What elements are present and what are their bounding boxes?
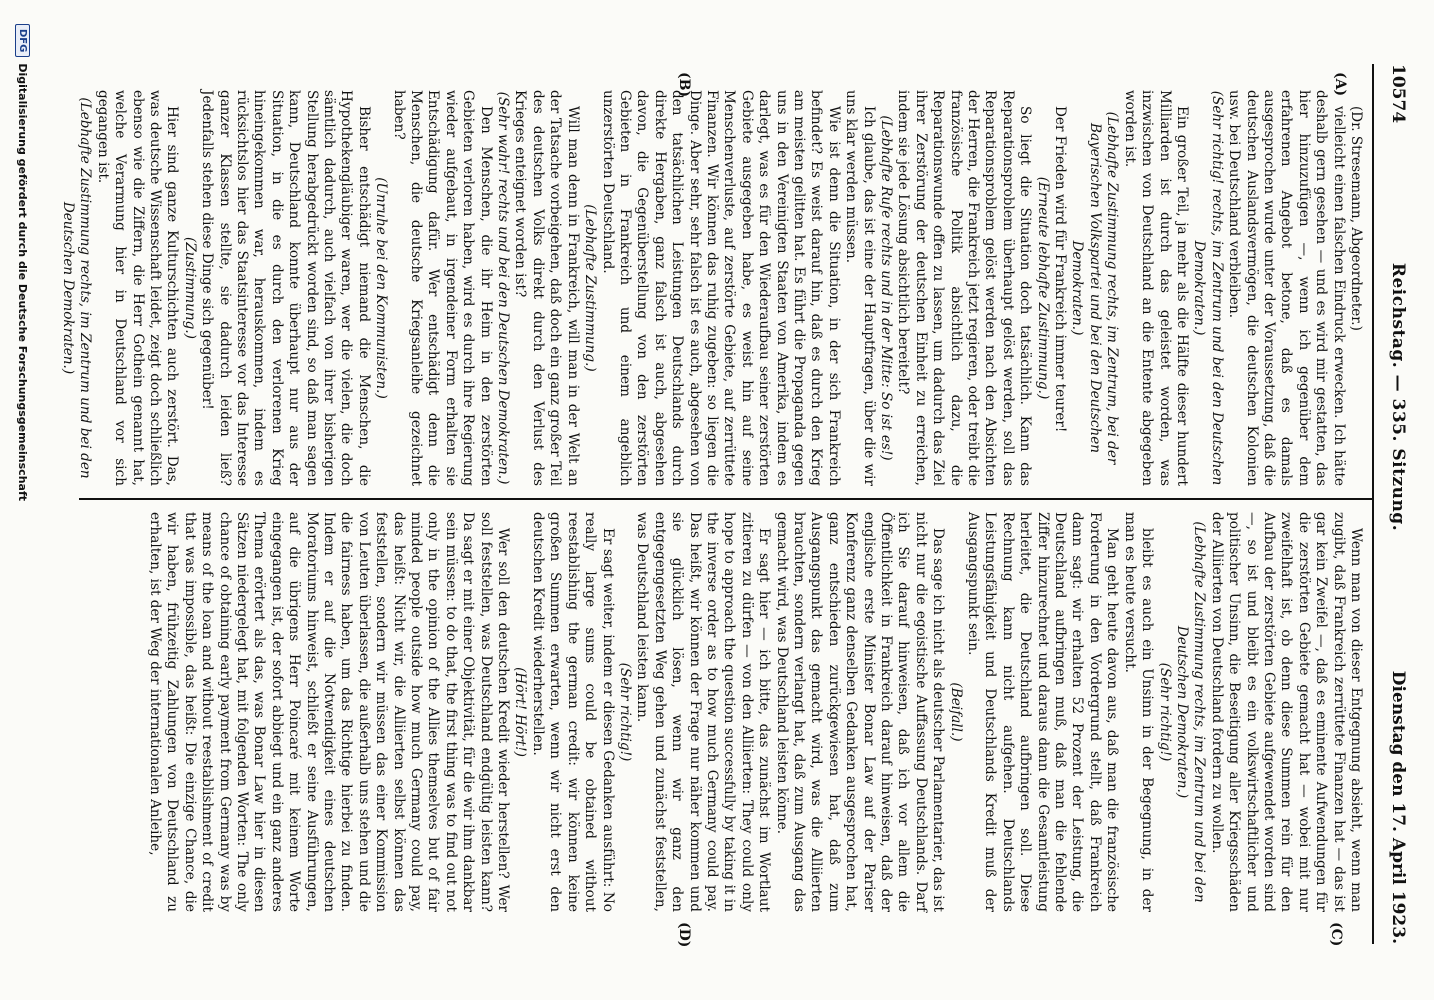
stage-direction: (Sehr wahr! rechts und bei den Deutschen Demokraten.) [495, 91, 512, 485]
margin-marker-c: (C) [1328, 922, 1344, 947]
paragraph: Hier sind ganze Kulturschichten auch zerstört. Das, was deutsche Wissenschaft leidet, zeigt doch schließlich ebenso wie die Ziffern, die Herr Gothein genannt hat, welche Verarmung hier in Deutschland vor sich gegangen ist. [94, 90, 181, 486]
header-title: Reichstag. — 335. Sitzung. [1388, 262, 1408, 532]
paragraph: Er sagt hier — ich bitte, das zunächst im Wortlaut zitieren zu dürfen — von den Alliierten: They could only hope to approach the question successfully by taking it in the inverse order as to how much Germany could pay. Das heißt, wir können der Frage nur näher kommen und sie glücklich lösen, wenn wir ganz den entgegengesetzten Weg gehen und zunächst feststellen, was Deutschland leisten kann. [634, 512, 773, 912]
page-number: 10574 [1388, 64, 1408, 124]
paragraph: So liegt die Situation doch tatsächlich. Kann das Reparationsproblem überhaupt gelöst werden, soll das Reparationsproblem gelöst werden nach den Absichten der Herren, die Frankreich jetzt regieren, oder treibt die französische Politik absichtlich dazu, die Reparationswunde offen zu lassen, um dadurch das Ziel ihrer Zerstörung der deutschen Einheit zu erreichen, indem sie jede Lösung absichtlich bereitelt? [895, 90, 1034, 486]
paragraph: Ich glaube, das ist eine der Hauptfragen, über die wir uns klar werden müssen. [843, 90, 877, 486]
stage-direction: (Sehr richtig! rechts, im Zentrum und bei den Deutschen Demokraten.) [1191, 90, 1225, 486]
stage-direction: (Lebhafte Zustimmung rechts, im Zentrum, bei der Bayerischen Volkspartei und bei den Deutschen Demokraten.) [1069, 111, 1121, 465]
paragraph: Den Menschen, die ihr Heim in den zerstörten Gebieten verloren haben, wird es durch ihre Regierung wieder aufgebaut, in irgendeiner Form erhalten sie Entschädigung dafür. Wer entschädigt denn die Menschen, die deutsche Kriegsanleihe gezeichnet haben? [390, 90, 494, 486]
stage-direction: (Erneute lebhafte Zustimmung.) [1034, 176, 1051, 400]
paragraph: bleibt es auch ein Unsinn in der Begegnung, in der man es heute versucht. [1121, 512, 1156, 912]
paragraph: Er sagt weiter, indem er diesen Gedanken ausführt: No really large sums could be obtained without reestablishing the german credit: wir können keine großen Summen erwarten, wenn wir nicht erst den deutschen Kredit wiederherstellen. [529, 512, 616, 912]
stage-direction: (Lebhafte Zustimmung rechts, im Zentrum und bei den Deutschen Demokraten.) [1173, 521, 1208, 903]
paragraph: (Dr. Stresemann, Abgeordneter.) [1348, 106, 1364, 331]
digitization-credit [12, 24, 34, 984]
paragraph: Wer soll den deutschen Kredit wieder herstellen? Wer soll feststellen, was Deutschland endgültig leisten kann? Da sagt er mit einer Objektivität, für die wir ihm dankbar sein müssen: to do that, the first thing was to find out not only in the opinion of the Allies themselves but of fair minded people outside how much Germany could pay, das heißt: Nicht wir, die Alliierten selbst können das feststellen, sondern wir müssen das einer Kommission von Leuten überlassen, die außerhalb uns stehen und die die fairness haben, um das Richtige hierbei zu finden. Indem er auf die Notwendigkeit eines deutschen Moratoriums hinweist, schließt er seine Ausführungen, auf die übrigens Herr Poincaré mit keinem Worte eingegangen ist, der sofort abbiegt und ein ganz anderes Thema erörtert als das, was Bonar Law hier in diesen Sätzen niedergelegt hat, mit folgenden Worten: The only chance of obtaining early payment from Germany was by means of the loan and without reestablishment of credit that was impossible, das heißt: Die einzige Chance, die wir haben, frühzeitig Zahlungen von Deutschland zu erhalten, ist der Weg der internationalen Anleihe, [146, 512, 512, 912]
stage-direction: (Lebhafte Zustimmung.) [582, 204, 599, 372]
paragraph: Ein großer Teil, ja mehr als die Hälfte dieser hundert Milliarden ist durch das geleistet worden, was inzwischen von Deutschland an die Entente abgegeben worden ist. [1121, 90, 1190, 486]
dfg-logo: DFG [16, 24, 31, 57]
paragraph: Wie ist denn die Situation, in der sich Frankreich befindet? Es weist darauf hin, daß es durch den Krieg am meisten gelitten hat. Es führt die Propaganda gegen uns in den Vereinigten Staaten von Amerika, indem es darlegt, was es für den Wiederaufbau seiner zerstörten Gebiete ausgegeben habe, es weist hin auf seine Menschenverluste, auf zerstörte Gebiete, auf zerrüttete Finanzen. Wir können das ruhig zugeben: so liegen die Dinge. Aber sehr, sehr falsch ist es auch, abgesehen von den tatsächlichen Leistungen Deutschlands durch direkte Hergaben, ganz falsch ist auch, abgesehen davon, die Gegenüberstellung von den zerstörten Gebieten in Frankreich und einem angeblich unzerstörten Deutschland. [599, 90, 842, 486]
stage-direction: (Beifall.) [947, 682, 964, 742]
margin-marker-a: (A) [1332, 72, 1348, 97]
paragraph: vielleicht einen falschen Eindruck erwecken. Ich hätte deshalb gern gesehen — und es wird mir gestatten, das hier hinzuzufügen —, wenn ich gegenüber dem erfahrenen Angebot betone, daß es damals ausgesprochen wurde unter der Voraussetzung, daß die deutschen Auslandsvermögen, die deutschen Kolonien usw. bei Deutschland verbleiben. [1226, 90, 1347, 486]
column-divider [79, 498, 1374, 500]
page-header [1380, 64, 1416, 944]
stage-direction: (Hört! Hört!) [512, 667, 529, 757]
paragraph: Bisher entschädigt niemand die Menschen, die Hypothekengläubiger waren, wer die vielen, die doch sämtlich dadurch, auch vielfach von ihrer bisherigen Stellung herabgedrückt worden sind, so daß man sagen kann, Deutschland konnte überhaupt nur aus der Situation, in die es durch den verlorenen Krieg hineingekommen war, herauskommen, indem es rücksichtslos hier das Staatsinteresse vor das Interesse ganzer Klassen stellte, sie dadurch leiden ließ? Jedenfalls stehen diese Dinge sich gegenüber! [199, 90, 372, 486]
header-rule [1372, 64, 1374, 944]
left-column [59, 90, 1364, 486]
stage-direction: (Unruhe bei den Kommunisten.) [373, 177, 390, 399]
stage-direction: (Lebhafte Rufe rechts und in der Mitte: So ist es!) [878, 115, 895, 461]
stage-direction: (Zustimmung.) [181, 237, 198, 339]
paragraph: Wenn man von dieser Entgegnung absieht, wenn man zugibt, daß Frankreich zerrüttete Finanzen hat — das ist gar kein Zweifel —, daß es eminente Aufwendungen für die zerstörten Gebiete gemacht hat — wobei mit nur zweifelhaft ist, ob denn diese Summen rein für den Aufbau der zerstörten Gebiete aufgewendet worden sind —, so ist und bleibt es ein volkswirtschaftlicher und politischer Unsinn, die Beseitigung aller Kriegsschäden der Alliierten von Deutschland fordern zu wollen. [1208, 512, 1364, 912]
margin-marker-d: (D) [676, 922, 692, 948]
paragraph: Will man denn in Frankreich, will man in der Welt an der Tatsache vorbeigehen, daß doch ein ganz großer Teil des deutschen Volks direkt durch den Verlust des Krieges enteignet worden ist? [512, 90, 581, 486]
stage-direction: (Sehr richtig!) [1156, 662, 1173, 762]
margin-marker-b: (B) [676, 72, 692, 98]
paragraph: Der Frieden wird für Frankreich immer teurer! [1052, 106, 1069, 433]
header-date: Dienstag den 17. April 1923. [1388, 670, 1408, 944]
paragraph: Man geht heute davon aus, daß man die französische Forderung in den Vordergrund stellt, daß Frankreich dann sagt: wir erhalten 52 Prozent der Leistung, die Deutschland aufbringen muß, daß man die fehlende Ziffer hinzurechnet und daraus dann die Gesamtleistung herleitet, die Deutschland aufbringen soll. Diese Rechnung kann nicht aufgehen. Deutschlands Leistungsfähigkeit und Deutschlands Kredit muß der Ausgangspunkt sein. [965, 512, 1121, 912]
right-column [84, 512, 1364, 912]
paragraph: Das sage ich nicht als deutscher Parlamentarier, das ist nicht nur die egoistische Auffassung Deutschlands. Darf ich Sie darauf hinweisen, daß ich vor allem die Öffentlichkeit in Frankreich darauf hinweisen, daß der englische erste Minister Bonar Law auf der Pariser Konferenz ganz denselben Gedanken ausgesprochen hat, ganz entschieden zurückgewiesen hat, daß zum Ausgangspunkt das gemacht wird, was die Alliierten brauchten, sondern verlangt hat, daß zum Ausgang das gemacht wird, was Deutschland leisten könne. [773, 512, 947, 912]
digitization-credit-text: Digitalisierung gefördert durch die Deutsche Forschungsgemeinschaft [16, 63, 30, 502]
stage-direction: (Sehr richtig!) [616, 662, 633, 762]
stage-direction: (Lebhafte Zustimmung rechts, im Zentrum und bei den Deutschen Demokraten.) [59, 97, 94, 479]
